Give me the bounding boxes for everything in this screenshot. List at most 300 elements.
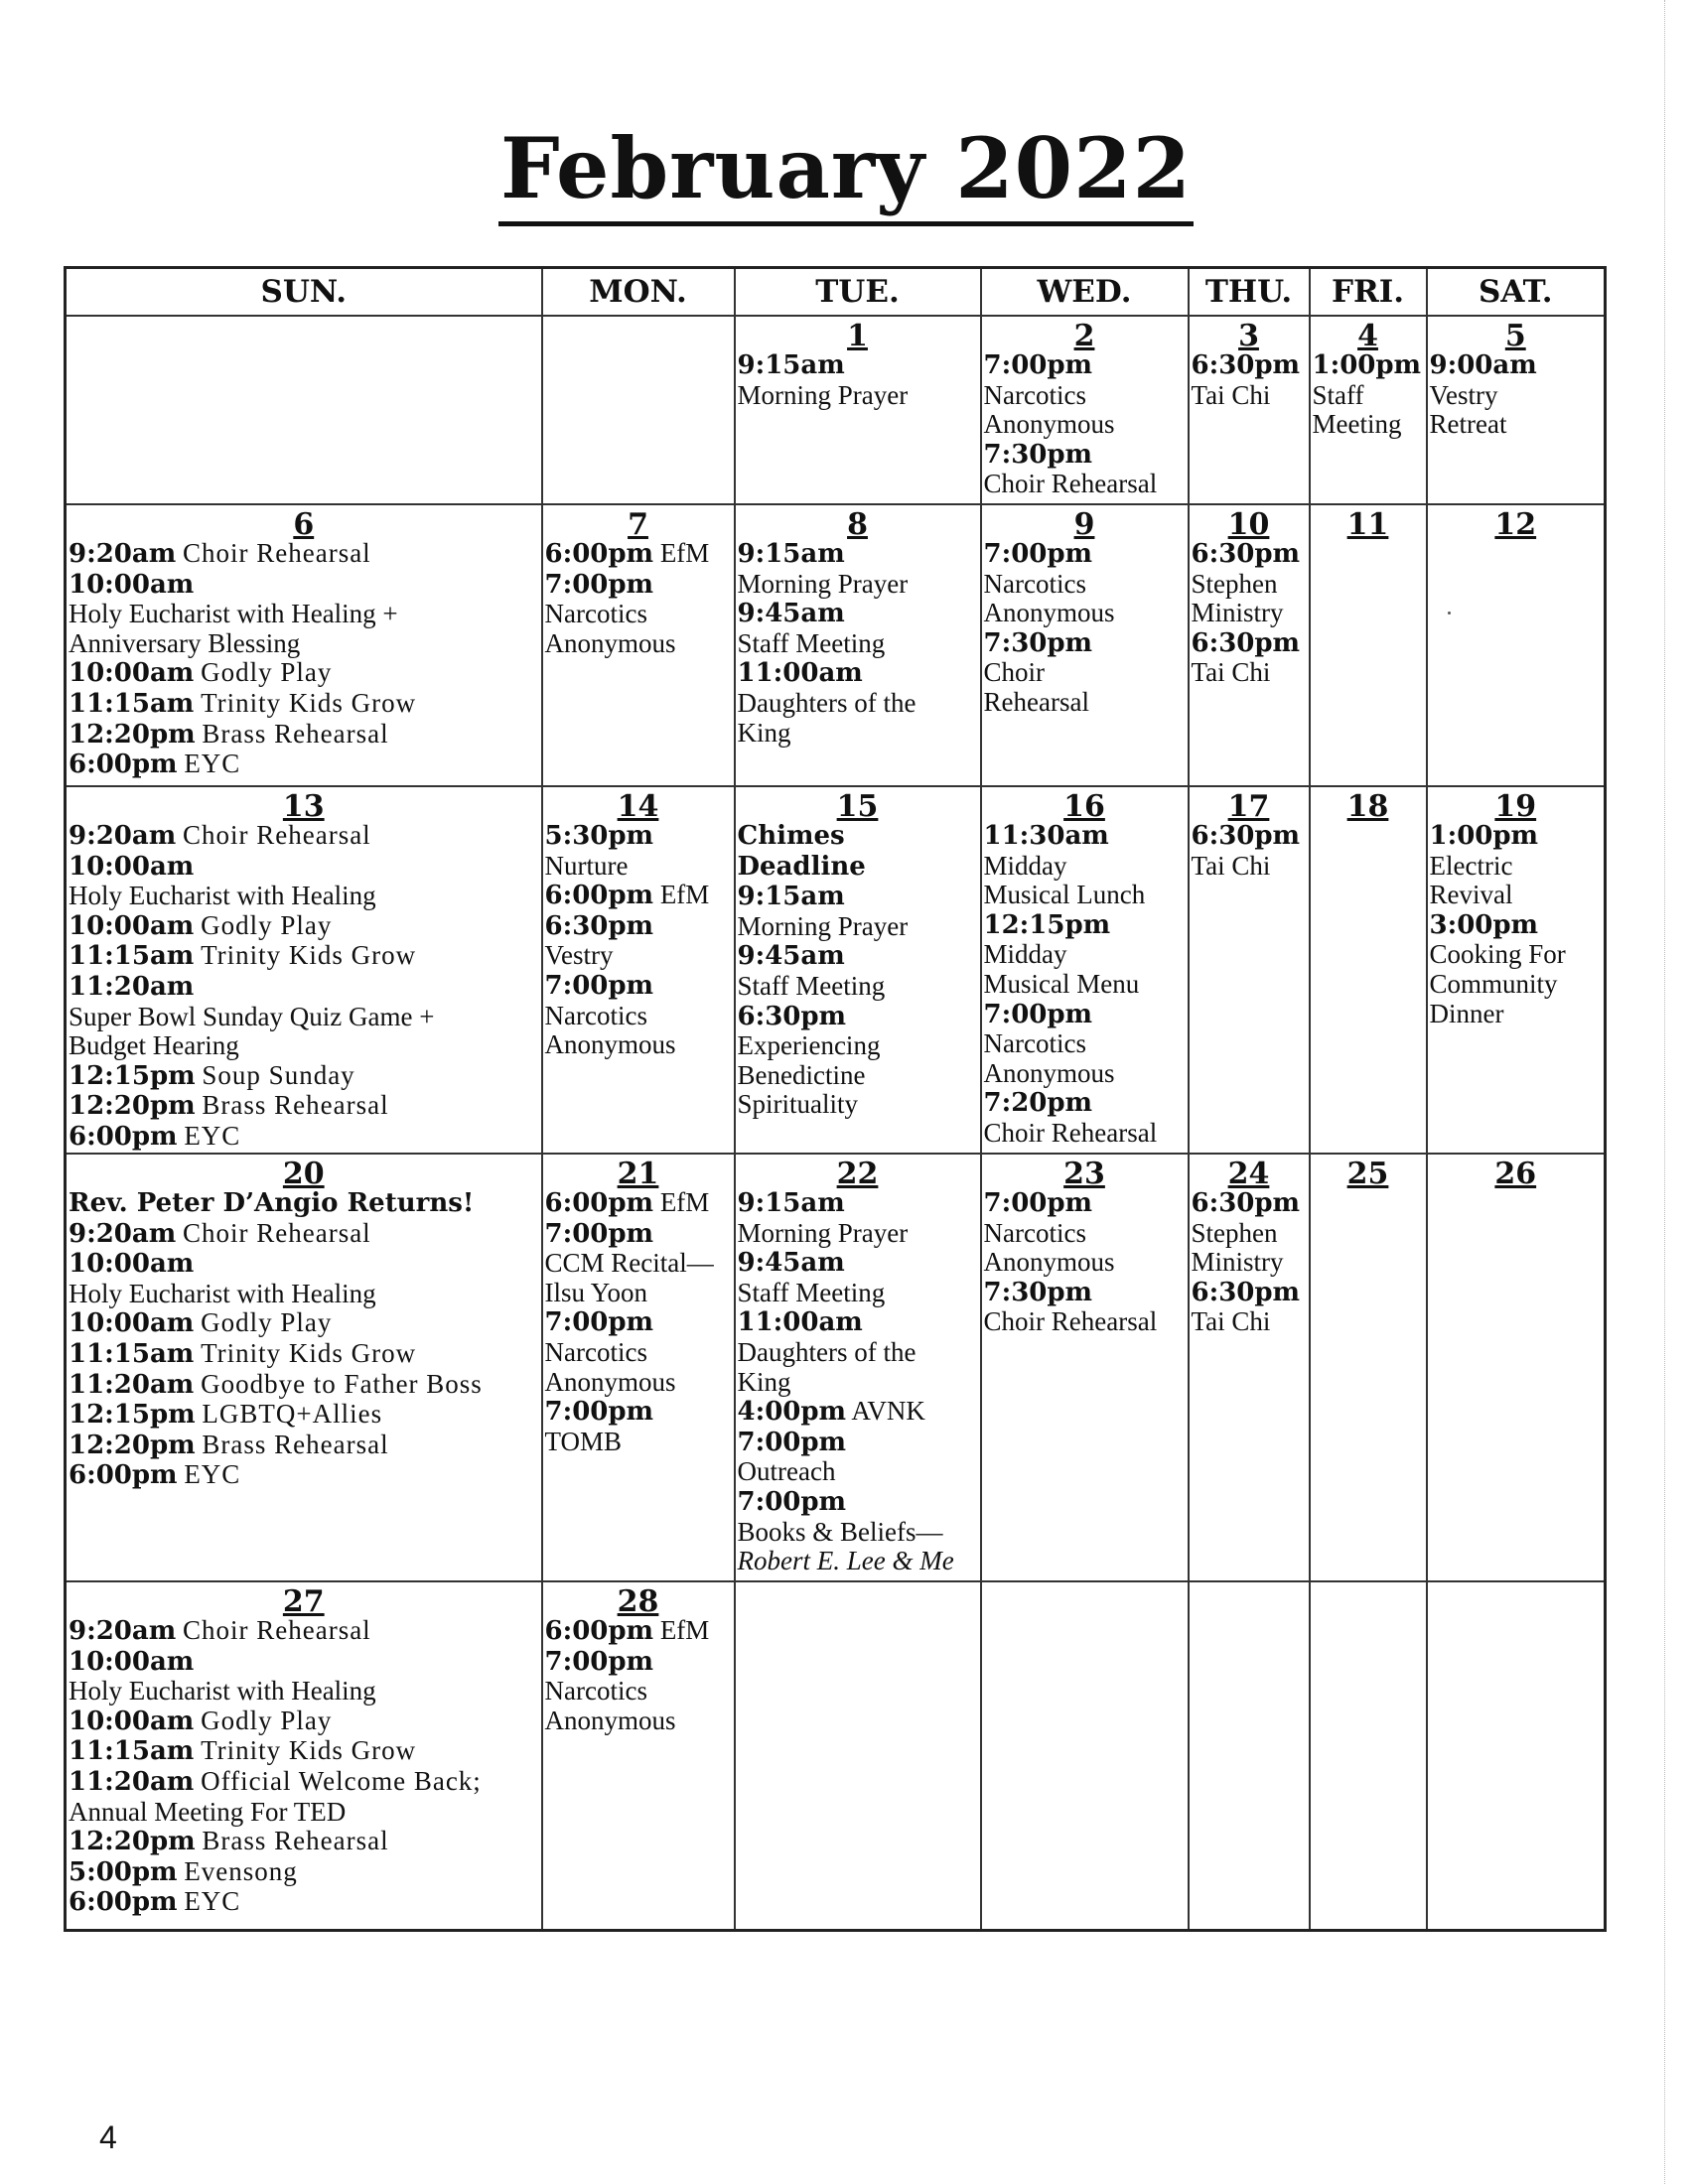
event-time: 7:00pm [544,1646,654,1677]
event-title: Brass Rehearsal [202,718,389,749]
event-time: 9:15am [737,882,845,912]
event-line [69,1280,539,1309]
event-line [69,1647,539,1678]
event-title: Narcotics [983,379,1086,410]
event-title: Ministry [1191,1247,1284,1278]
event-line [545,1368,732,1398]
event-line [545,1706,732,1736]
event-line [1192,1248,1307,1278]
event-line [545,1647,732,1678]
day-number: 17 [1227,789,1270,824]
event-title: Rehearsal [983,686,1089,717]
event-line [69,629,539,659]
event-line [738,539,978,570]
day-number: 5 [1504,319,1526,353]
event-title: EYC [184,749,241,779]
event-time: 10:00am [69,569,195,600]
event-line [1430,410,1603,440]
event-line [738,629,978,659]
event-list [982,1188,1188,1337]
day-number: 26 [1494,1157,1537,1191]
event-line [69,750,539,780]
event-title: Narcotics [983,568,1086,599]
event-title: AVNK [851,1396,925,1427]
event-time: 6:00pm [544,881,654,911]
event-line [69,1736,539,1767]
event-title: Musical Lunch [983,880,1146,910]
day-number: 28 [617,1584,659,1619]
event-title: Anonymous [544,1029,676,1060]
event-line [69,972,539,1003]
event-list [736,1188,980,1576]
event-list [1428,350,1605,440]
event-line [69,720,539,751]
day-cell [542,504,735,786]
day-cell [542,1154,735,1581]
day-cell [66,786,542,1154]
event-list [1428,821,1605,1028]
event-line [1192,350,1307,381]
event-line [738,599,978,629]
event-title: Choir Rehearsal [182,538,371,568]
event-title: Holy Eucharist with Healing [69,1676,376,1706]
event-line [1313,381,1424,411]
calendar-week-row [66,316,1606,504]
event-time: 10:00am [69,851,195,882]
day-cell [1427,1154,1606,1581]
event-time: 7:00pm [983,350,1093,380]
event-time: 6:00pm [544,1188,654,1218]
event-title: Anonymous [544,1366,676,1397]
event-time: 10:00am [69,658,195,689]
event-line [69,689,539,720]
event-line [69,1616,539,1647]
event-line [1430,940,1603,970]
event-title: Benedictine [737,1059,866,1090]
event-line [69,1677,539,1706]
event-title: Staff Meeting [737,627,886,658]
event-line [69,658,539,689]
event-time: 12:20pm [69,1827,196,1857]
event-title: Soup Sunday [202,1059,355,1090]
event-line [738,1188,978,1219]
event-line [984,410,1186,440]
event-title: Holy Eucharist with Healing [69,1278,376,1308]
event-title: Vestry [1429,379,1498,410]
event-line [545,941,732,971]
event-line [738,350,978,381]
event-title: Godly Play [201,1705,333,1735]
event-time: 6:00pm [69,1121,178,1152]
event-title: Super Bowl Sunday Quiz Game + [69,1001,435,1031]
event-line [545,1338,732,1368]
day-cell [1189,504,1310,786]
event-time: 6:30pm [544,910,654,941]
event-time: 1:00pm [1312,350,1422,380]
event-line [984,821,1186,852]
event-line [545,852,732,882]
event-list [1190,1188,1309,1337]
event-title: King [737,1366,791,1397]
event-line [984,658,1186,688]
event-list [543,1616,734,1735]
event-time: 6:30pm [737,1001,847,1031]
event-title: Choir [983,657,1046,688]
event-title: Anonymous [983,1057,1115,1088]
event-line [1430,350,1603,381]
event-time: 9:45am [737,599,845,629]
event-list [543,539,734,658]
day-cell [1189,316,1310,504]
event-time: 12:15pm [983,909,1111,940]
event-line [545,1030,732,1060]
event-line [984,440,1186,471]
event-line [738,912,978,942]
day-cell [1189,1154,1310,1581]
event-list [67,539,541,780]
event-time: 1:00pm [1429,821,1539,851]
event-title: Choir Rehearsal [182,820,371,850]
day-cell [981,316,1189,504]
event-time: 7:30pm [983,439,1093,470]
event-line [1430,1000,1603,1029]
event-time: 12:15pm [69,1060,196,1091]
event-time: 6:00pm [69,750,178,780]
event-line [1192,852,1307,882]
event-title: Revival [1429,880,1513,910]
event-line [545,1428,732,1457]
weekday-header: TUE. [735,268,981,317]
event-time: 11:15am [69,941,195,972]
event-time: 9:20am [69,539,177,569]
event-line [984,1219,1186,1249]
event-line [738,852,978,883]
day-cell [1427,316,1606,504]
event-line [545,1397,732,1428]
event-time: 7:00pm [983,999,1093,1029]
event-line [1192,570,1307,600]
event-time: 4:00pm [737,1397,847,1428]
event-time: 11:15am [69,1736,195,1767]
event-highlight: Chimes [737,821,845,851]
event-title: Narcotics [544,599,647,629]
event-title: Electric [1429,850,1513,881]
event-time: 12:15pm [69,1400,196,1431]
event-line [984,881,1186,910]
day-number: 9 [1073,507,1095,542]
event-time: 6:30pm [1191,821,1301,851]
event-title: Godly Play [201,1307,333,1338]
event-list [543,1188,734,1456]
event-line [1430,381,1603,411]
event-list [67,1616,541,1918]
day-number: 24 [1227,1157,1270,1191]
event-line [738,1279,978,1308]
event-title: Brass Rehearsal [202,1090,389,1121]
event-line [984,688,1186,718]
event-title: Stephen [1191,568,1278,599]
day-cell [542,786,735,1154]
event-line [738,1061,978,1091]
event-time: 10:00am [69,1706,195,1736]
event-line [984,1248,1186,1278]
day-cell [1427,786,1606,1154]
event-title: Cooking For [1429,939,1566,970]
event-line [545,1616,732,1647]
event-time: 6:00pm [69,1887,178,1918]
event-title: Tai Chi [1191,1306,1271,1337]
event-time: 11:15am [69,688,195,719]
event-time: 7:00pm [983,1188,1093,1218]
calendar-week-row [66,786,1606,1154]
event-time: 9:20am [69,1616,177,1646]
day-cell [1310,786,1427,1154]
event-line [1430,821,1603,852]
event-line [738,941,978,972]
event-list [982,821,1188,1149]
event-title: Retreat [1429,409,1507,440]
event-line [69,941,539,972]
event-time: 10:00am [69,1646,195,1677]
event-time: 10:00am [69,1249,195,1280]
event-line [984,1188,1186,1219]
event-line [545,539,732,570]
event-title: Tai Chi [1191,379,1271,410]
day-cell [1189,786,1310,1154]
event-title: Morning Prayer [737,379,909,410]
event-title: Choir Rehearsal [983,1306,1158,1337]
event-title: Midday [983,850,1067,881]
event-line [738,972,978,1002]
event-time: 11:20am [69,1766,195,1797]
event-line [738,689,978,719]
event-line [738,821,978,852]
event-title: Annual Meeting For TED [69,1796,347,1827]
event-line [545,629,732,659]
event-line [69,1122,539,1153]
event-title: Tai Chi [1191,657,1271,688]
empty-day-cell [1310,1581,1427,1930]
event-line [69,821,539,852]
event-time: 9:20am [69,1218,177,1249]
empty-day-cell [66,316,542,504]
event-line [738,1487,978,1518]
event-line [69,1219,539,1250]
weekday-header: THU. [1189,268,1310,317]
calendar-grid [64,266,1607,1932]
event-title: EfM [659,880,710,910]
event-title: Choir Rehearsal [983,469,1158,499]
event-title: Choir Rehearsal [182,1217,371,1248]
event-line [1430,970,1603,1000]
event-time: 3:00pm [1429,909,1539,940]
event-title: Staff Meeting [737,970,886,1001]
event-line [545,821,732,852]
event-title: Midday [983,939,1067,970]
event-time: 5:00pm [69,1856,178,1887]
event-time: 12:20pm [69,719,196,750]
empty-day-cell [735,1581,981,1930]
event-line [984,1000,1186,1030]
weekday-header-row [66,268,1606,317]
event-line [69,1460,539,1491]
event-title: Narcotics [544,1000,647,1030]
empty-day-cell [1427,1581,1606,1930]
event-title: Anonymous [544,1705,676,1735]
day-cell [981,1154,1189,1581]
event-time: 11:20am [69,971,195,1002]
event-line [984,1059,1186,1089]
event-title: CCM Recital— [544,1248,714,1279]
event-time: 7:00pm [544,1307,654,1338]
event-line [545,911,732,942]
day-number: 4 [1357,319,1378,353]
event-title: Stephen [1191,1217,1278,1248]
event-title: Goodbye to Father Boss [201,1368,483,1399]
event-time: 11:15am [69,1338,195,1369]
event-line [984,970,1186,1000]
day-number: 10 [1227,507,1270,542]
event-line [1192,628,1307,659]
event-title: Choir Rehearsal [182,1615,371,1645]
event-time: 6:00pm [544,539,654,569]
event-list [67,1188,541,1491]
page-edge [1664,0,1665,2184]
event-title: Outreach [737,1456,836,1487]
event-line [984,910,1186,941]
event-time: 10:00am [69,910,195,941]
event-line [545,1307,732,1338]
day-number: 11 [1346,507,1389,542]
event-line [738,882,978,912]
event-line [984,628,1186,659]
event-time: 9:15am [737,539,845,569]
event-line [984,1088,1186,1119]
event-line [1192,381,1307,411]
event-line [738,1368,978,1398]
event-line [738,570,978,600]
day-number: 21 [617,1157,659,1191]
event-title: Morning Prayer [737,910,909,941]
event-title: Dinner [1429,998,1504,1028]
event-time: 7:00pm [544,1397,654,1428]
event-time: 9:15am [737,1188,845,1218]
day-cell [735,1154,981,1581]
event-line [1192,1278,1307,1308]
event-line [545,881,732,911]
event-list [543,821,734,1060]
day-cell [542,1581,735,1930]
event-line [545,1279,732,1308]
event-title: Trinity Kids Grow [201,687,417,718]
event-title: EYC [184,1459,241,1490]
event-title: Holy Eucharist with Healing [69,881,376,911]
event-title: Nurture [544,850,629,881]
event-line [69,1706,539,1737]
event-title: Trinity Kids Grow [201,940,417,971]
event-list [736,539,980,748]
event-line [738,1428,978,1458]
event-line [984,470,1186,499]
event-list [736,821,980,1120]
event-line [545,600,732,629]
event-line [545,1249,732,1279]
event-title: Official Welcome Back; [201,1765,482,1796]
day-number: 3 [1238,319,1259,353]
event-line [1192,1307,1307,1337]
event-line [738,1248,978,1279]
day-cell [735,504,981,786]
event-line [738,1002,978,1032]
day-cell [1310,1154,1427,1581]
event-time: 11:00am [737,1307,863,1338]
event-line [984,570,1186,600]
event-title: Anonymous [983,1247,1115,1278]
event-title: Godly Play [201,657,333,688]
event-line [984,599,1186,628]
day-number: 6 [293,507,315,542]
event-line [738,381,978,411]
event-title: Anonymous [983,409,1115,440]
event-line [69,1091,539,1122]
event-time: 9:45am [737,1248,845,1279]
event-line [1192,539,1307,570]
day-cell [981,504,1189,786]
event-line [1430,910,1603,941]
event-line [69,1188,539,1219]
day-number: 2 [1073,319,1095,353]
event-highlight: Deadline [737,851,866,882]
event-title: Experiencing [737,1030,881,1061]
event-line [738,1547,978,1576]
calendar-week-row [66,504,1606,786]
event-title: Budget Hearing [69,1030,239,1061]
event-time: 7:20pm [983,1088,1093,1119]
event-time: 7:30pm [983,627,1093,658]
event-title: Godly Play [201,909,333,940]
day-cell [66,1154,542,1581]
weekday-header: SUN. [66,268,542,317]
event-time: 11:20am [69,1369,195,1400]
event-line [738,1031,978,1061]
event-time: 9:20am [69,821,177,851]
event-line [984,539,1186,570]
event-title: Ilsu Yoon [544,1277,648,1307]
day-number: 8 [847,507,868,542]
event-line [738,1307,978,1338]
event-time: 9:45am [737,941,845,972]
event-time: 7:00pm [544,970,654,1001]
day-cell [1310,316,1427,504]
event-line [69,1308,539,1339]
event-line [69,1767,539,1798]
event-title: Trinity Kids Grow [201,1337,417,1368]
event-time: 6:30pm [1191,627,1301,658]
event-list [1190,350,1309,410]
event-time: 6:00pm [69,1460,178,1491]
event-line [1430,881,1603,910]
event-time: 10:00am [69,1308,195,1339]
event-line [545,1219,732,1250]
day-cell [1427,504,1606,786]
event-time: 5:30pm [544,821,654,851]
day-number: 25 [1346,1157,1389,1191]
event-line [69,1798,539,1828]
calendar-week-row [66,1154,1606,1581]
event-line [1192,821,1307,852]
event-line [545,1188,732,1219]
event-title: Daughters of the [737,687,916,718]
